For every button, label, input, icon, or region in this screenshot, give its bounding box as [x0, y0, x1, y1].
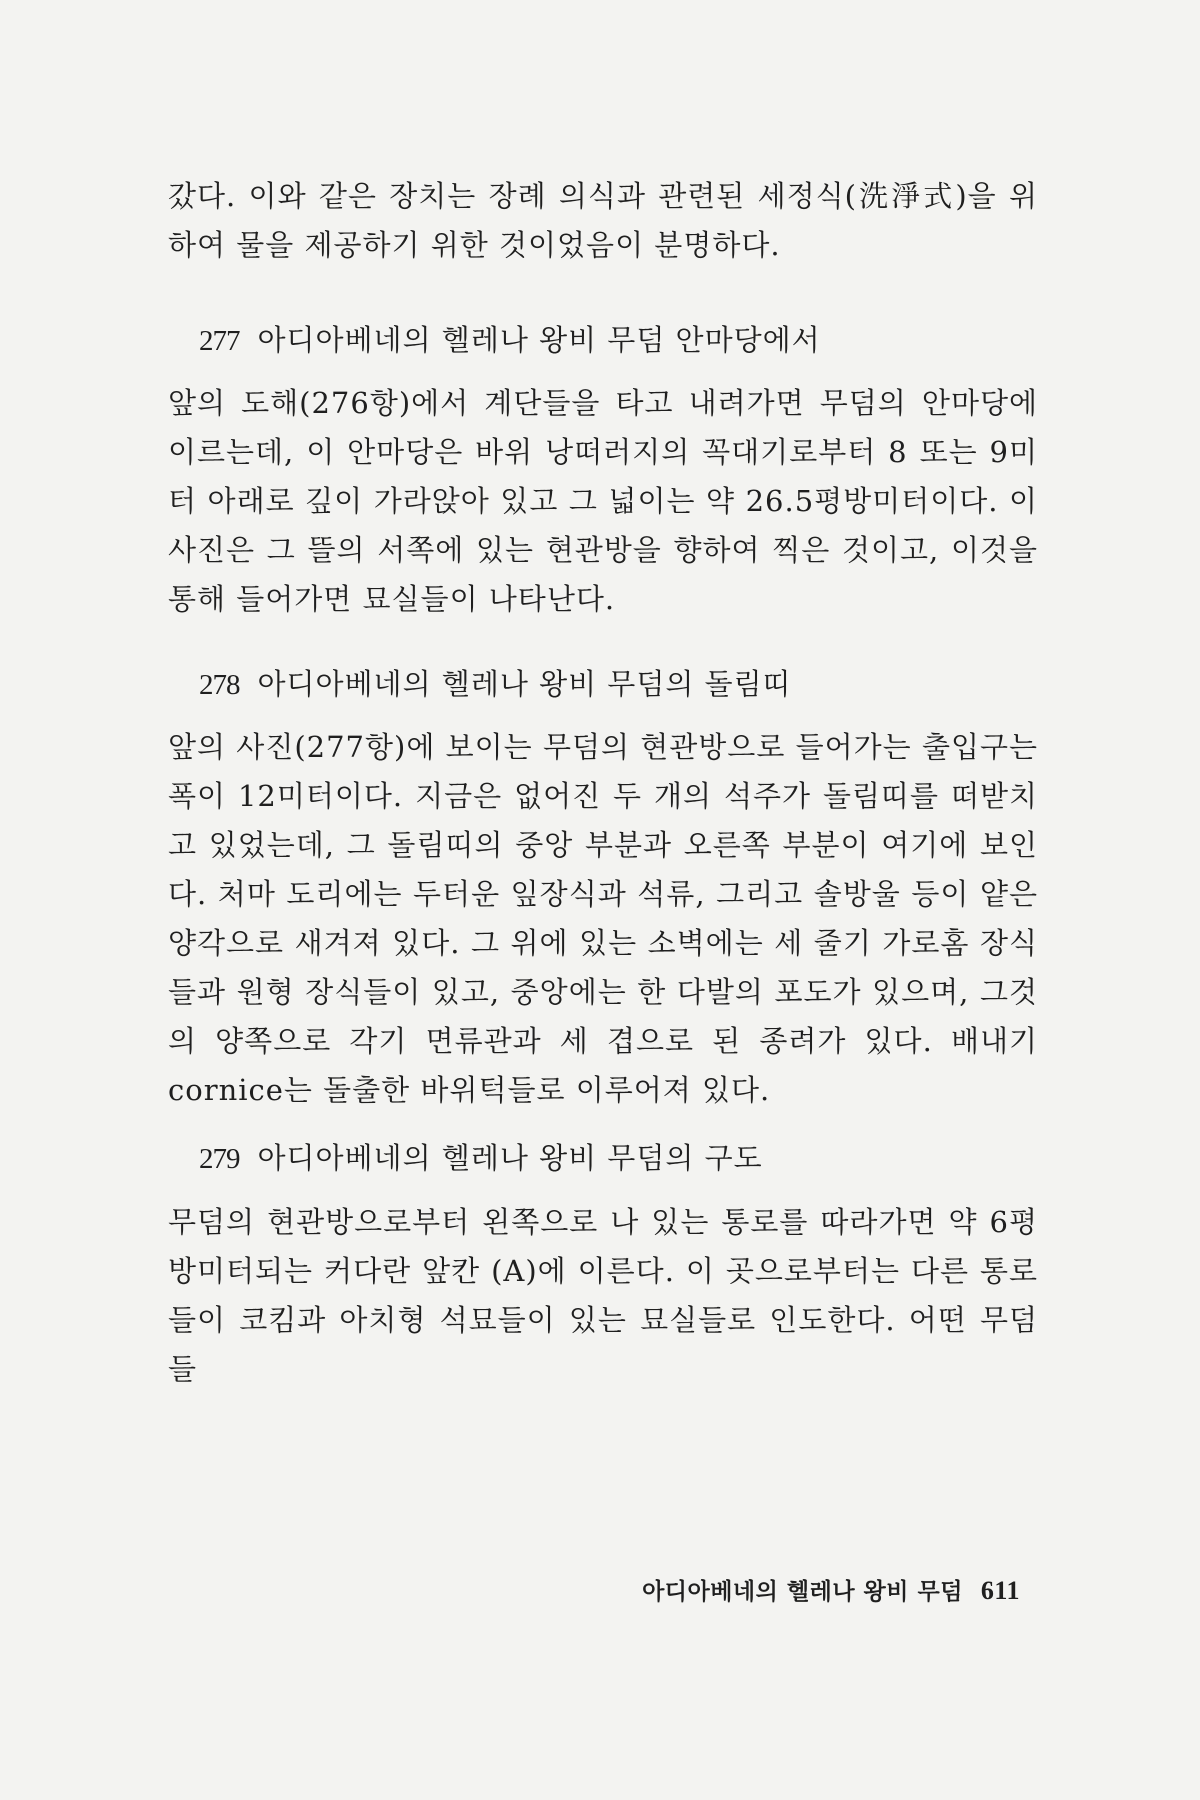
- page-footer: [642, 1573, 1020, 1606]
- section-heading-278: [199, 664, 792, 705]
- paragraph-279: 무덤의 현관방으로부터 왼쪽으로 나 있는 통로를 따라가면 약 6평방미터되는 커다란 앞칸 (A)에 이른다. 이 곳으로부터는 다른 통로들이 코킴과 아치형 석묘들이 있는 묘실들로 인도한다. 어떤 무덤들: [168, 1205, 1038, 1386]
- paragraph-continued: 갔다. 이와 같은 장치는 장례 의식과 관련된 세정식(洗淨式)을 위하여 물을 제공하기 위한 것이었음이 분명하다.: [168, 179, 1038, 262]
- section-title: 아디아베네의 헬레나 왕비 무덤의 돌림띠: [257, 667, 792, 701]
- paragraph-277: 앞의 도해(276항)에서 계단들을 타고 내려가면 무덤의 안마당에 이르는데, 이 안마당은 바위 낭떠러지의 꼭대기로부터 8 또는 9미터 아래로 깊이 가라앉아 있고 그 넓이는 약 26.5평방미터이다. 이 사진은 그 뜰의 서쪽에 있는 현관방을 향하여 찍은 것이고, 이것을 통해 들어가면 묘실들이 나타난다.: [168, 386, 1038, 616]
- section-title: 아디아베네의 헬레나 왕비 무덤 안마당에서: [257, 323, 821, 357]
- section-heading-277: [199, 320, 821, 361]
- section-title: 아디아베네의 헬레나 왕비 무덤의 구도: [257, 1141, 763, 1175]
- section-number: 277: [199, 325, 240, 357]
- section-heading-279: [199, 1138, 763, 1179]
- page-number: 611: [980, 1576, 1020, 1605]
- paragraph-278: 앞의 사진(277항)에 보이는 무덤의 현관방으로 들어가는 출입구는 폭이 12미터이다. 지금은 없어진 두 개의 석주가 돌림띠를 떠받치고 있었는데, 그 돌림띠의 중앙 부분과 오른쪽 부분이 여기에 보인다. 처마 도리에는 두터운 잎장식과 석류, 그리고 솔방울 등이 얕은 양각으로 새겨져 있다. 그 위에 있는 소벽에는 세 줄기 가로홈 장식들과 원형 장식들이 있고, 중앙에는 한 다발의 포도가 있으며, 그것의 양쪽으로 각기 면류관과 세 겹으로 된 종려가 있다. 배내기 cornice는 돌출한 바위턱들로 이루어져 있다.: [168, 730, 1038, 1107]
- section-number: 279: [199, 1143, 240, 1175]
- section-number: 278: [199, 669, 240, 701]
- running-title: 아디아베네의 헬레나 왕비 무덤: [642, 1578, 963, 1605]
